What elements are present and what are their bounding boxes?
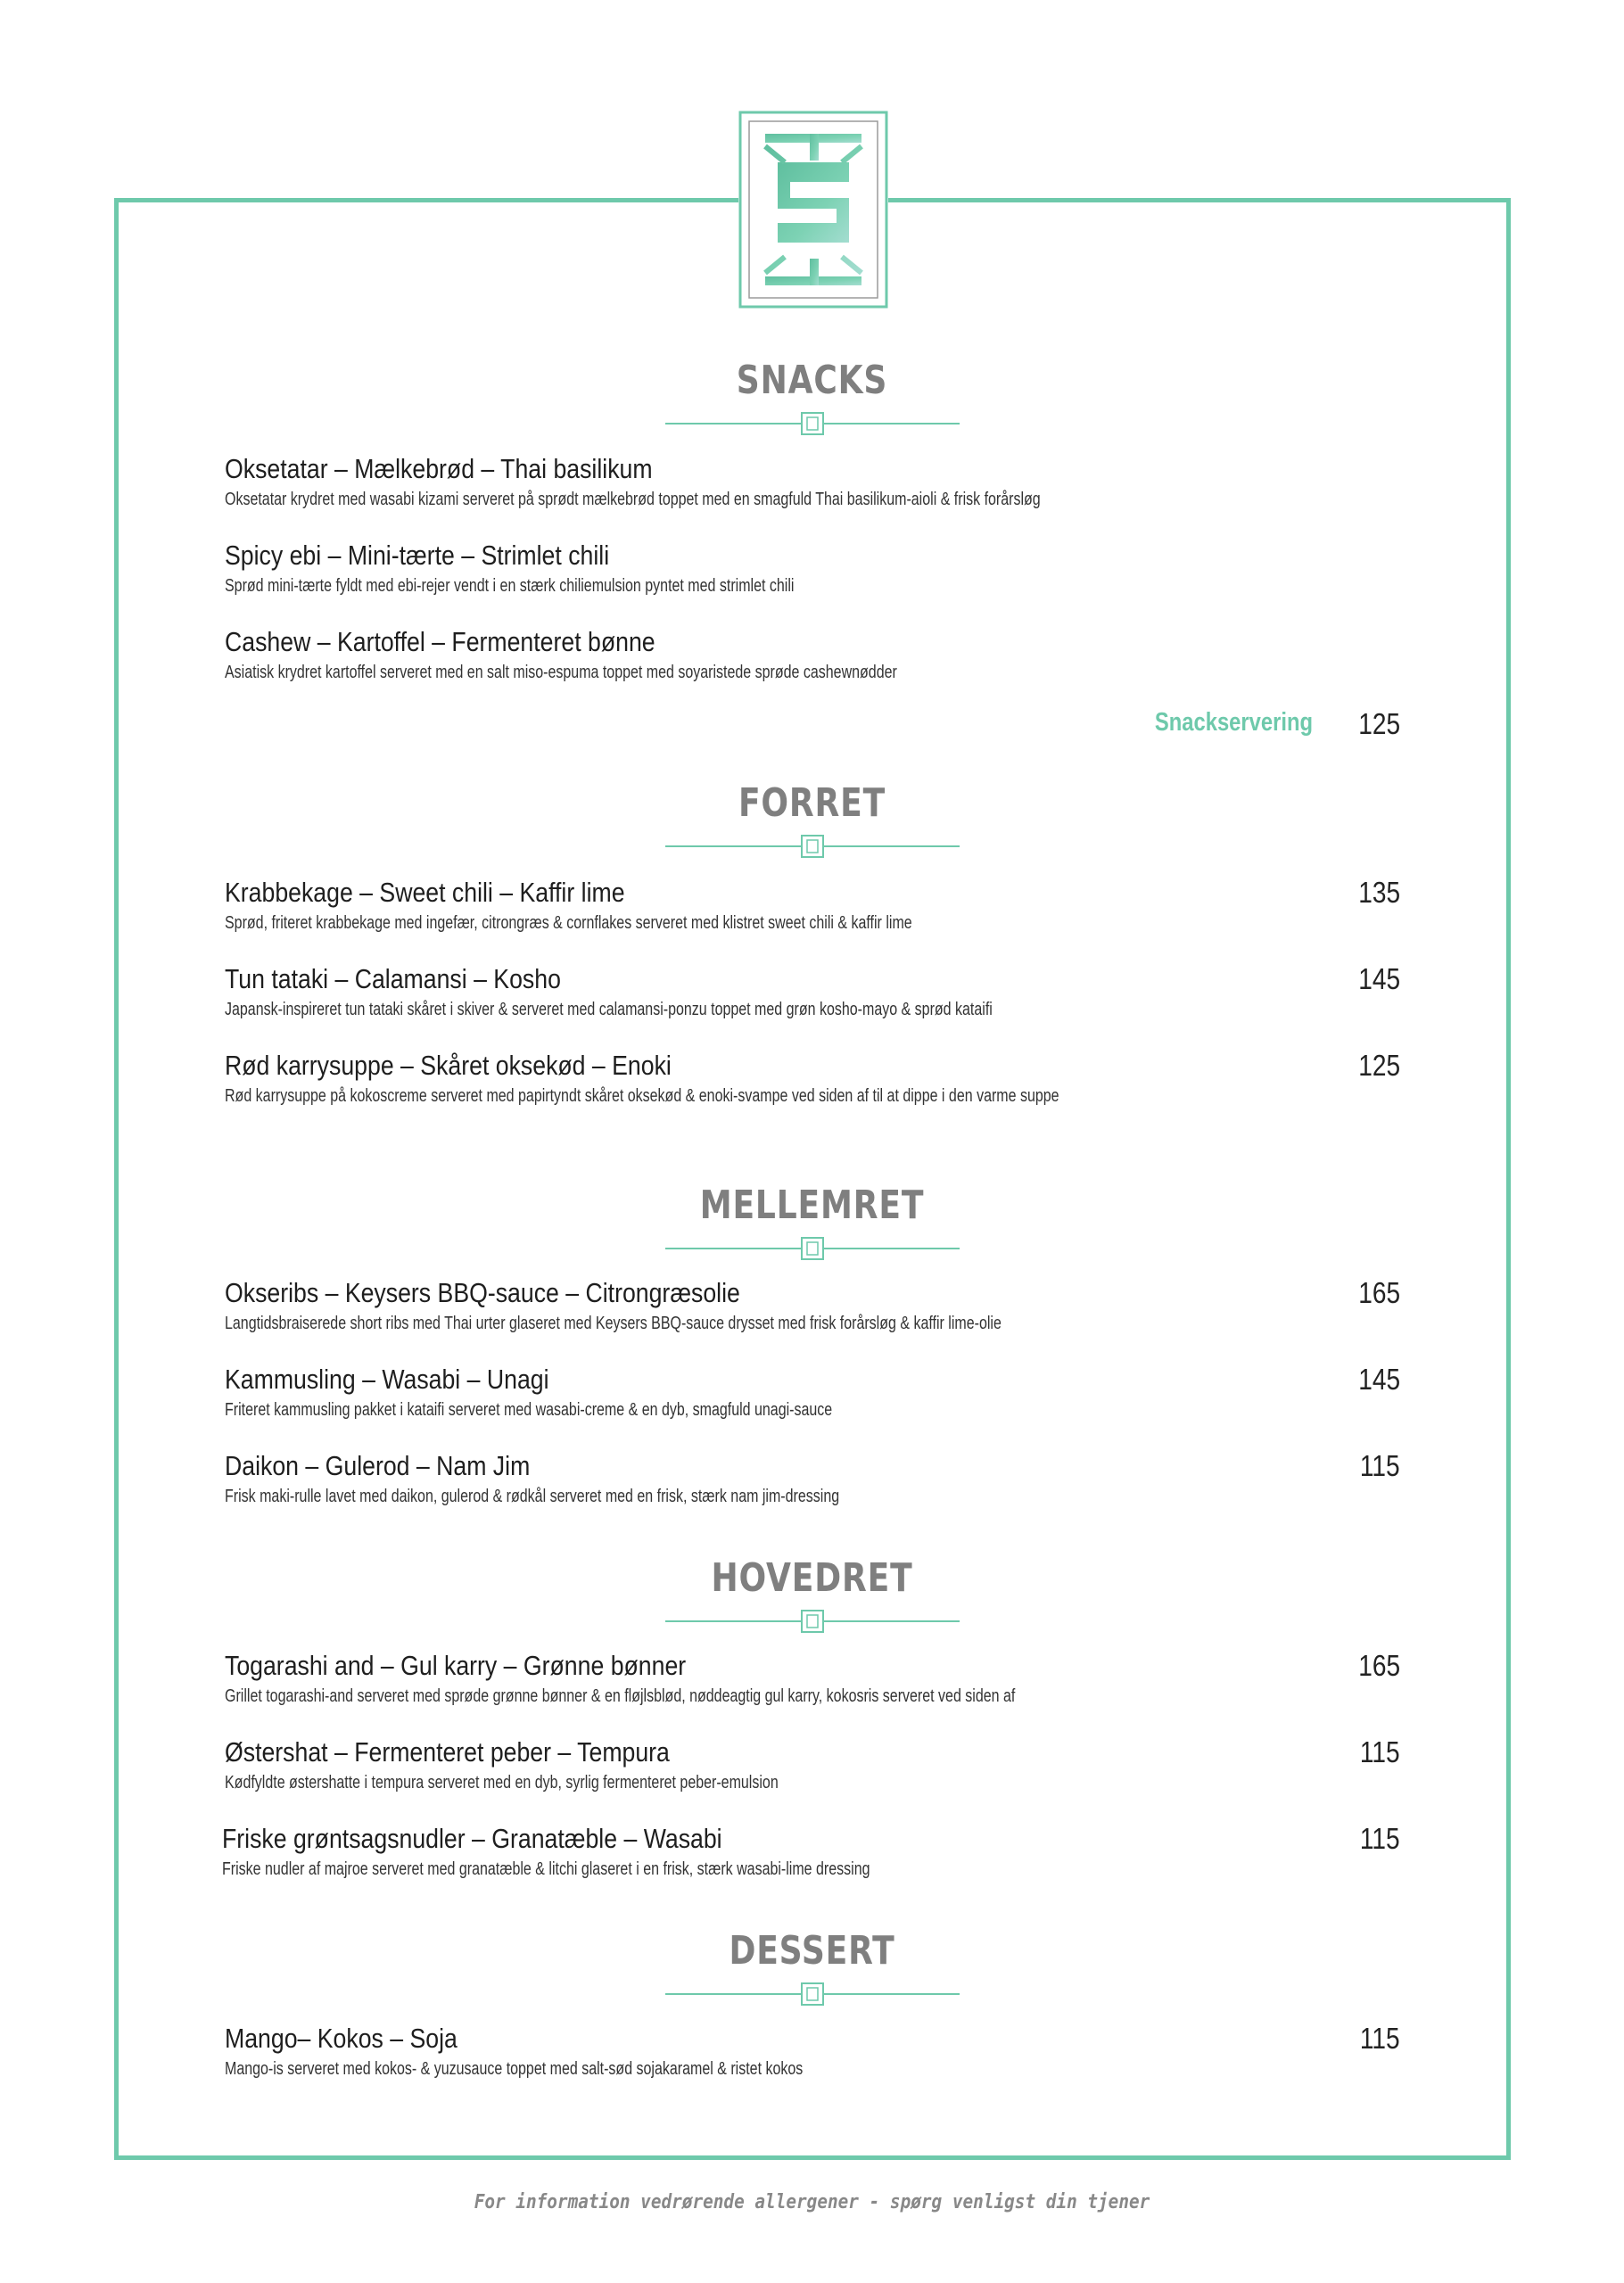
menu-item-price: 115 — [1360, 2022, 1400, 2055]
menu-item-title: Østershat – Fermenteret peber – Tempura — [225, 1736, 670, 1768]
menu-item-price: 125 — [1358, 1049, 1400, 1082]
ks-monogram-icon — [738, 111, 888, 309]
menu-item-description: Sprød, friteret krabbekage med ingefær, citrongræs & cornflakes serveret med klistret sweet chili & kaffir lime — [225, 913, 912, 933]
menu-item-description: Kødfyldte østershatte i tempura serveret med en dyb, syrlig fermenteret peber-emulsion — [225, 1773, 779, 1793]
snack-serving-label: Snackservering — [1154, 708, 1313, 737]
menu-item-price: 115 — [1360, 1449, 1400, 1482]
menu-item-description: Rød karrysuppe på kokoscreme serveret med papirtyndt skåret oksekød & enoki-svampe ved siden af til at dippe i den varme suppe — [225, 1086, 1059, 1106]
menu-item-description: Japansk-inspireret tun tataki skåret i skiver & serveret med calamansi-ponzu toppet med grøn kosho-mayo & sprød kataifi — [225, 1000, 993, 1019]
section-title-dessert: DESSERT — [729, 1928, 895, 1974]
menu-item-price: 135 — [1358, 876, 1400, 909]
menu-item-price: 165 — [1358, 1276, 1400, 1309]
menu-item-title: Spicy ebi – Mini-tærte – Strimlet chili — [225, 540, 610, 571]
menu-item-price: 115 — [1360, 1735, 1400, 1768]
menu-item-title: Rød karrysuppe – Skåret oksekød – Enoki — [225, 1050, 672, 1081]
menu-item-description: Mango-is serveret med kokos- & yuzusauce toppet med salt-sød sojakaramel & ristet kokos — [225, 2059, 804, 2079]
snack-serving-price: 125 — [1358, 707, 1400, 740]
section-title-snacks: SNACKS — [736, 358, 888, 403]
menu-item-description: Langtidsbraiserede short ribs med Thai urter glaseret med Keysers BBQ-sauce drysset med frisk forårsløg & kaffir lime-olie — [225, 1314, 1002, 1333]
menu-item-title: Krabbekage – Sweet chili – Kaffir lime — [225, 877, 625, 908]
menu-item-title: Togarashi and – Gul karry – Grønne bønner — [225, 1650, 687, 1681]
section-divider-ornament — [665, 410, 960, 437]
section-title-forret: FORRET — [738, 780, 886, 826]
menu-item-description: Oksetatar krydret med wasabi kizami serveret på sprødt mælkebrød toppet med en smagfuld Thai basilikum-aioli & frisk forårsløg — [225, 490, 1041, 509]
menu-item-title: Mango– Kokos – Soja — [225, 2023, 458, 2054]
menu-item-price: 165 — [1358, 1649, 1400, 1682]
menu-item-price: 145 — [1358, 962, 1400, 995]
menu-item-description: Frisk maki-rulle lavet med daikon, gulerod & rødkål serveret med en frisk, stærk nam jim-dressing — [225, 1487, 840, 1506]
menu-item-title: Daikon – Gulerod – Nam Jim — [225, 1450, 531, 1481]
allergen-footer-note: For information vedrørende allergener - spørg venligst din tjener — [474, 2191, 1150, 2213]
menu-item-description: Asiatisk krydret kartoffel serveret med en salt miso-espuma toppet med soyaristede sprøde cashewnødder — [225, 663, 897, 682]
menu-item-description: Friteret kammusling pakket i kataifi serveret med wasabi-creme & en dyb, smagfuld unagi-sauce — [225, 1400, 833, 1420]
menu-item-price: 145 — [1358, 1363, 1400, 1396]
section-divider-ornament — [665, 1981, 960, 2007]
menu-item-description: Friske nudler af majroe serveret med granatæble & litchi glaseret i en frisk, stærk wasabi-lime dressing — [222, 1859, 870, 1879]
menu-item-price: 115 — [1360, 1822, 1400, 1855]
section-divider-ornament — [665, 1235, 960, 1262]
section-divider-ornament — [665, 1608, 960, 1635]
menu-item-title: Friske grøntsagsnudler – Granatæble – Wasabi — [222, 1823, 722, 1854]
menu-item-title: Tun tataki – Calamansi – Kosho — [225, 963, 561, 994]
section-title-mellemret: MELLEMRET — [699, 1183, 925, 1228]
section-title-hovedret: HOVEDRET — [711, 1555, 913, 1601]
menu-item-description: Sprød mini-tærte fyldt med ebi-rejer vendt i en stærk chiliemulsion pyntet med strimlet chili — [225, 576, 795, 596]
menu-item-title: Oksetatar – Mælkebrød – Thai basilikum — [225, 453, 653, 484]
menu-item-title: Kammusling – Wasabi – Unagi — [225, 1364, 549, 1395]
menu-item-title: Cashew – Kartoffel – Fermenteret bønne — [225, 626, 655, 657]
menu-item-description: Grillet togarashi-and serveret med sprøde grønne bønner & en fløjlsblød, nøddeagtig gul karry, kokosris serveret ved siden af — [225, 1686, 1016, 1706]
menu-item-title: Okseribs – Keysers BBQ-sauce – Citrongræsolie — [225, 1277, 740, 1308]
section-divider-ornament — [665, 833, 960, 860]
